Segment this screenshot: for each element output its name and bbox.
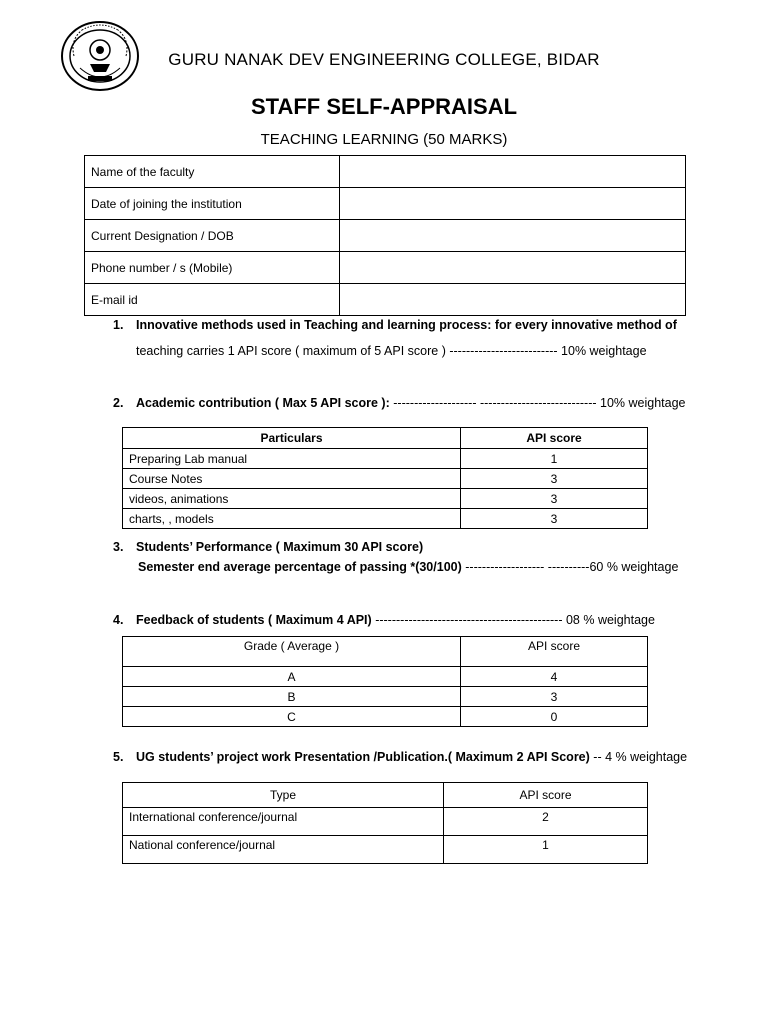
- info-value-field[interactable]: [340, 252, 686, 284]
- page-subtitle: TEACHING LEARNING (50 MARKS): [260, 131, 508, 148]
- section-2-heading: Academic contribution ( Max 5 API score ):: [136, 396, 390, 410]
- column-header: API score: [461, 637, 648, 667]
- table-cell: 2: [444, 808, 648, 836]
- section-5-weightage: -- 4 % weightage: [593, 750, 688, 764]
- table-cell: Preparing Lab manual: [123, 449, 461, 469]
- table-row: [123, 707, 648, 727]
- table-cell: 3: [461, 489, 648, 509]
- table-cell: National conference/journal: [123, 836, 444, 864]
- table-row: [85, 220, 686, 252]
- info-label: Current Designation / DOB: [85, 220, 340, 252]
- section-4-weightage: --------------------------------------------- 08 % weightage: [375, 613, 655, 627]
- table-row: [85, 156, 686, 188]
- info-value-field[interactable]: [340, 284, 686, 316]
- section-number: 2.: [113, 396, 124, 410]
- table-header-row: [123, 637, 648, 667]
- page-title: STAFF SELF-APPRAISAL: [250, 94, 518, 119]
- table-cell: 3: [461, 469, 648, 489]
- section-2-weightage: -------------------- ---------------------------- 10% weightage: [393, 396, 686, 410]
- table-header-row: [123, 783, 648, 808]
- section-number: 4.: [113, 613, 124, 627]
- table-cell: International conference/journal: [123, 808, 444, 836]
- column-header: API score: [461, 428, 648, 449]
- info-label: Date of joining the institution: [85, 188, 340, 220]
- info-label: Phone number / s (Mobile): [85, 252, 340, 284]
- section-1-weightage: ) -------------------------- 10% weightage: [441, 344, 647, 358]
- column-header: Type: [123, 783, 444, 808]
- table-cell: A: [123, 667, 461, 687]
- college-name: GURU NANAK DEV ENGINEERING COLLEGE, BIDAR: [168, 50, 600, 69]
- section-number: 1.: [113, 318, 124, 332]
- info-label: E-mail id: [85, 284, 340, 316]
- column-header: API score: [444, 783, 648, 808]
- table-row: [123, 489, 648, 509]
- table-cell: charts, , models: [123, 509, 461, 529]
- table-cell: B: [123, 687, 461, 707]
- table-row: [123, 509, 648, 529]
- info-value-field[interactable]: [340, 188, 686, 220]
- table-row: [123, 687, 648, 707]
- table-header-row: [123, 428, 648, 449]
- table-cell: 4: [461, 667, 648, 687]
- section-5-heading: UG students’ project work Presentation /Publication.( Maximum 2 API Score): [136, 750, 590, 764]
- column-header: Grade ( Average ): [123, 637, 461, 667]
- table-cell: 3: [461, 509, 648, 529]
- table-row: [85, 284, 686, 316]
- info-value-field[interactable]: [340, 220, 686, 252]
- section-number: 5.: [113, 750, 124, 764]
- table-row: [85, 188, 686, 220]
- section-1-line2: [136, 344, 647, 358]
- section-3-text: Semester end average percentage of passing *(30/100): [138, 560, 462, 574]
- section-3-line2: [138, 560, 678, 574]
- table-cell: 1: [444, 836, 648, 864]
- section-3-heading: Students’ Performance ( Maximum 30 API score): [136, 540, 424, 554]
- feedback-grade-table: [122, 636, 648, 727]
- info-value-field[interactable]: [340, 156, 686, 188]
- column-header: Particulars: [123, 428, 461, 449]
- table-cell: 1: [461, 449, 648, 469]
- table-cell: Course Notes: [123, 469, 461, 489]
- section-3-weightage: ------------------- ----------60 % weightage: [465, 560, 679, 574]
- info-label: Name of the faculty: [85, 156, 340, 188]
- table-cell: C: [123, 707, 461, 727]
- table-cell: 3: [461, 687, 648, 707]
- table-row: [123, 836, 648, 864]
- section-4-heading: Feedback of students ( Maximum 4 API): [136, 613, 372, 627]
- table-row: [123, 449, 648, 469]
- table-row: [123, 667, 648, 687]
- section-1-heading: Innovative methods used in Teaching and learning process: for every innovative method of: [136, 318, 677, 332]
- project-work-table: [122, 782, 648, 864]
- academic-contribution-table: [122, 427, 648, 529]
- section-number: 3.: [113, 540, 124, 554]
- table-cell: videos, animations: [123, 489, 461, 509]
- table-row: [85, 252, 686, 284]
- faculty-info-table: [84, 155, 686, 316]
- table-cell: 0: [461, 707, 648, 727]
- table-row: [123, 469, 648, 489]
- table-row: [123, 808, 648, 836]
- section-1-text: teaching carries 1 API score ( maximum of 5 API score: [136, 344, 439, 358]
